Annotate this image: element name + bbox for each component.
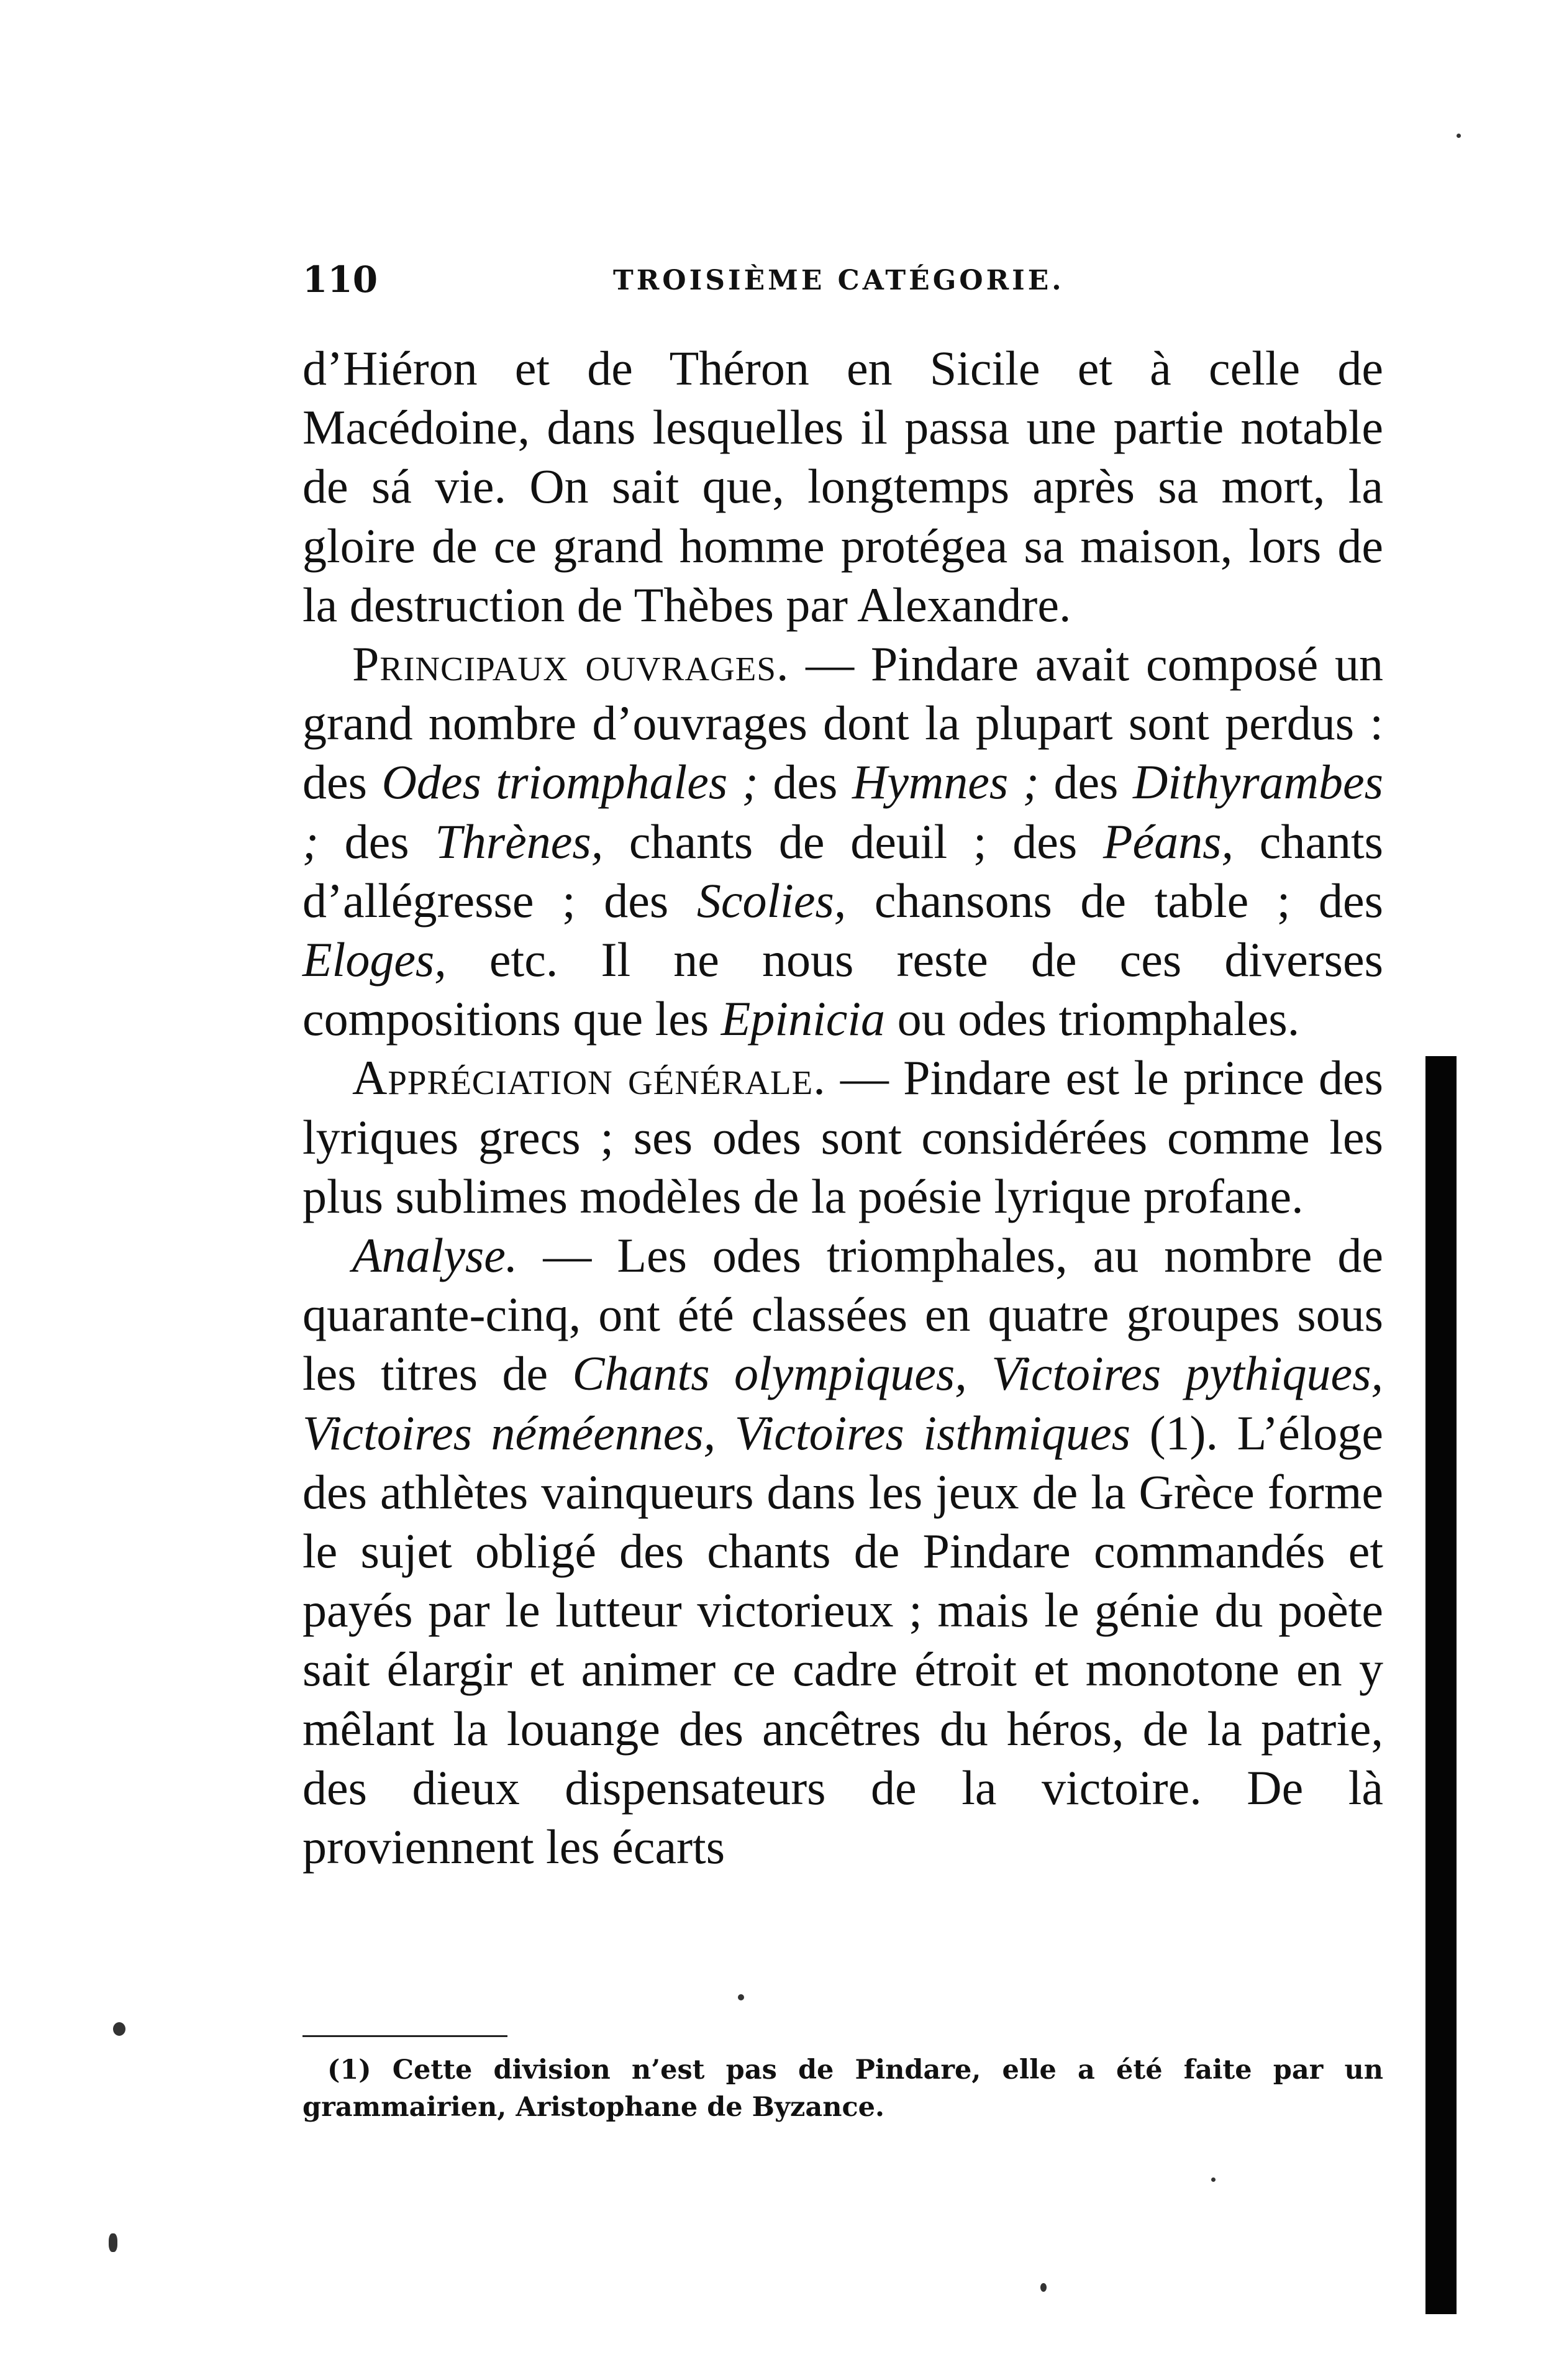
section-heading: Principaux ouvrages. — [352, 637, 789, 691]
section-heading: Appréciation générale. — [352, 1051, 826, 1105]
paragraph-appreciation-generale: Appréciation générale. — Pindare est le prince des lyriques grecs ; ses odes sont considérées comme les plus sublimes modèles de la poésie lyrique profane. — [302, 1051, 1383, 1223]
scan-binding-shadow — [1425, 1056, 1457, 2314]
scan-speck — [113, 2022, 125, 2036]
work-title: Victoires isthmiques — [734, 1405, 1130, 1460]
scan-speck — [1211, 2177, 1216, 2182]
paragraph-continuation: d’Hiéron et de Théron en Sicile et à celle de Macédoine, dans lesquelles il passa une partie notable de sá vie. On sait que, longtemps après sa mort, la gloire de ce grand homme protégea sa maison, lors de la destruction de Thèbes par Alexandre. — [302, 341, 1383, 632]
work-title: Eloges, — [302, 932, 447, 987]
footnote — [302, 2051, 1383, 2126]
page-header — [302, 252, 1383, 314]
scan-speck — [1457, 134, 1461, 138]
work-title: Chants olympiques, — [572, 1346, 967, 1401]
work-title: Hymnes ; — [852, 755, 1039, 809]
work-title: Odes triomphales ; — [381, 755, 758, 809]
work-title: Thrènes, — [435, 814, 604, 869]
scan-speck — [738, 1994, 744, 2000]
work-title: Victoires néméennes, — [302, 1405, 716, 1460]
scan-speck — [1040, 2283, 1047, 2292]
paragraph-analyse: Analyse. — Les odes triomphales, au nombre de quarante-cinq, ont été classées en quatre groupes sous les titres de Chants olympiques, Victoires pythiques, Victoires néméennes, Victoires isthmiques (1). L’éloge des athlètes vainqueurs dans les jeux de la Grèce forme le sujet obligé des chants de Pindare commandés et payés par le lutteur victorieux ; mais le génie du poète sait élargir et animer ce cadre étroit et monotone en y mêlant la louange des ancêtres du héros, de la patrie, des dieux dispensateurs de la victoire. De là proviennent les écarts — [302, 1228, 1383, 1874]
footnote-divider — [302, 2035, 507, 2037]
page-number: 110 — [302, 258, 378, 301]
scan-speck — [109, 2233, 117, 2252]
work-title: Scolies, — [696, 873, 847, 928]
work-title: Dithyrambes ; — [302, 755, 1383, 869]
section-heading: Analyse. — [352, 1228, 518, 1283]
work-title: Epinicia — [720, 992, 886, 1046]
footnote-text: (1) Cette division n’est pas de Pindare, elle a été faite par un grammairien, Aristophane de Byzance. — [302, 2054, 1383, 2123]
work-title: Victoires pythiques, — [991, 1346, 1383, 1401]
running-head: TROISIÈME CATÉGORIE. — [613, 265, 1065, 296]
work-title: Péans, — [1102, 814, 1234, 869]
paragraph-principaux-ouvrages: Principaux ouvrages. — Pindare avait composé un grand nombre d’ouvrages dont la plupart sont perdus : des Odes triomphales ; des Hymnes ; des Dithyrambes ; des Thrènes, chants de deuil ; des Péans, chants d’allégresse ; des Scolies, chansons de table ; des Eloges, etc. Il ne nous reste de ces diverses compositions que les Epinicia ou odes triomphales. — [302, 637, 1383, 1046]
body-text — [302, 339, 1383, 1876]
